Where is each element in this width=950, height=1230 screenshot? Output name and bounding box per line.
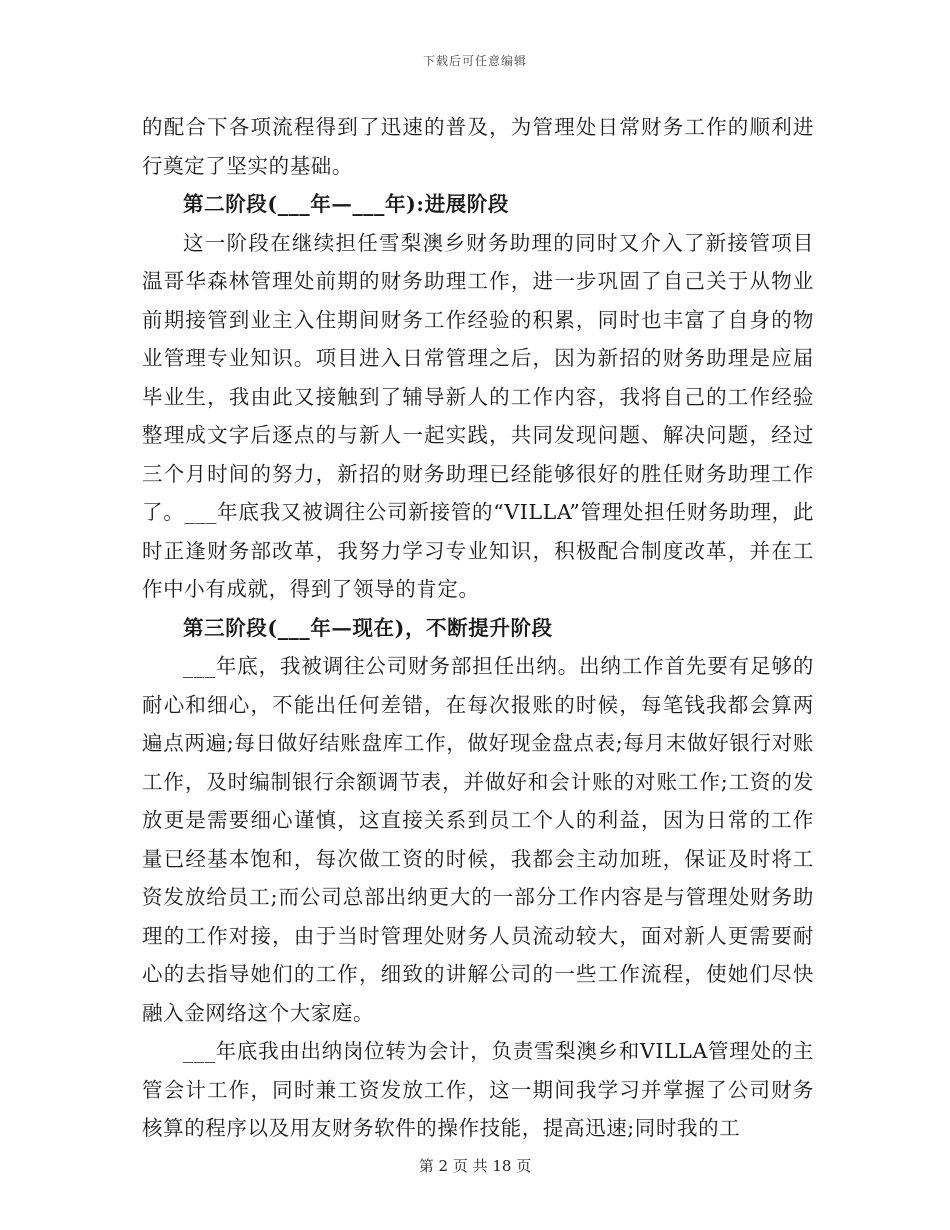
paragraph-accountant-role: ___年底我由出纳岗位转为会计，负责雪梨澳乡和VILLA管理处的主管会计工作，同时兼工资发放工作，这一期间我学习并掌握了公司财务核算的程序以及用友财务软件的操作技能，提高迅速;同时我的工: [142, 1039, 814, 1140]
document-body: [142, 108, 814, 1148]
page-number-footer: 第 2 页 共 18 页: [418, 1157, 532, 1175]
paragraph-stage-two: 这一阶段在继续担任雪梨澳乡财务助理的同时又介入了新接管项目温哥华森林管理处前期的财务助理工作，进一步巩固了自己关于从物业前期接管到业主入住期间财务工作经验的积累，同时也丰富了自身的物业管理专业知识。项目进入日常管理之后，因为新招的财务助理是应届毕业生，我由此又接触到了辅导新人的工作内容，我将自己的工作经验整理成文字后逐点的与新人一起实践，共同发现问题、解决问题，经过三个月时间的努力，新招的财务助理已经能够很好的胜任财务助理工作了。___年底我又被调往公司新接管的“VILLA”管理处担任财务助理，此时正逢财务部改革，我努力学习专业知识，积极配合制度改革，并在工作中小有成就，得到了领导的肯定。: [142, 230, 814, 601]
section-heading-stage-three: 第三阶段(___年—现在)，不断提升阶段: [183, 615, 553, 640]
paragraph-intro-continuation: 的配合下各项流程得到了迅速的普及，为管理处日常财务工作的顺利进行奠定了坚实的基础。: [142, 115, 814, 178]
section-heading-stage-two: 第二阶段(___年—___年):进展阶段: [183, 192, 509, 216]
paragraph-stage-three: ___年底，我被调往公司财务部担任出纳。出纳工作首先要有足够的耐心和细心，不能出任何差错，在每次报账的时候，每笔钱我都会算两遍点两遍;每日做好结账盘库工作，做好现金盘点表;每月末做好银行对账工作，及时编制银行余额调节表，并做好和会计账的对账工作;工资的发放更是需要细心谨慎，这直接关系到员工个人的利益，因为日常的工作量已经基本饱和，每次做工资的时候，我都会主动加班，保证及时将工资发放给员工;而公司总部出纳更大的一部分工作内容是与管理处财务助理的工作对接，由于当时管理处财务人员流动较大，面对新人更需要耐心的去指导她们的工作，细致的讲解公司的一些工作流程，使她们尽快融入金网络这个大家庭。: [142, 654, 814, 1025]
page-header: 下载后可任意编辑: [422, 54, 527, 68]
